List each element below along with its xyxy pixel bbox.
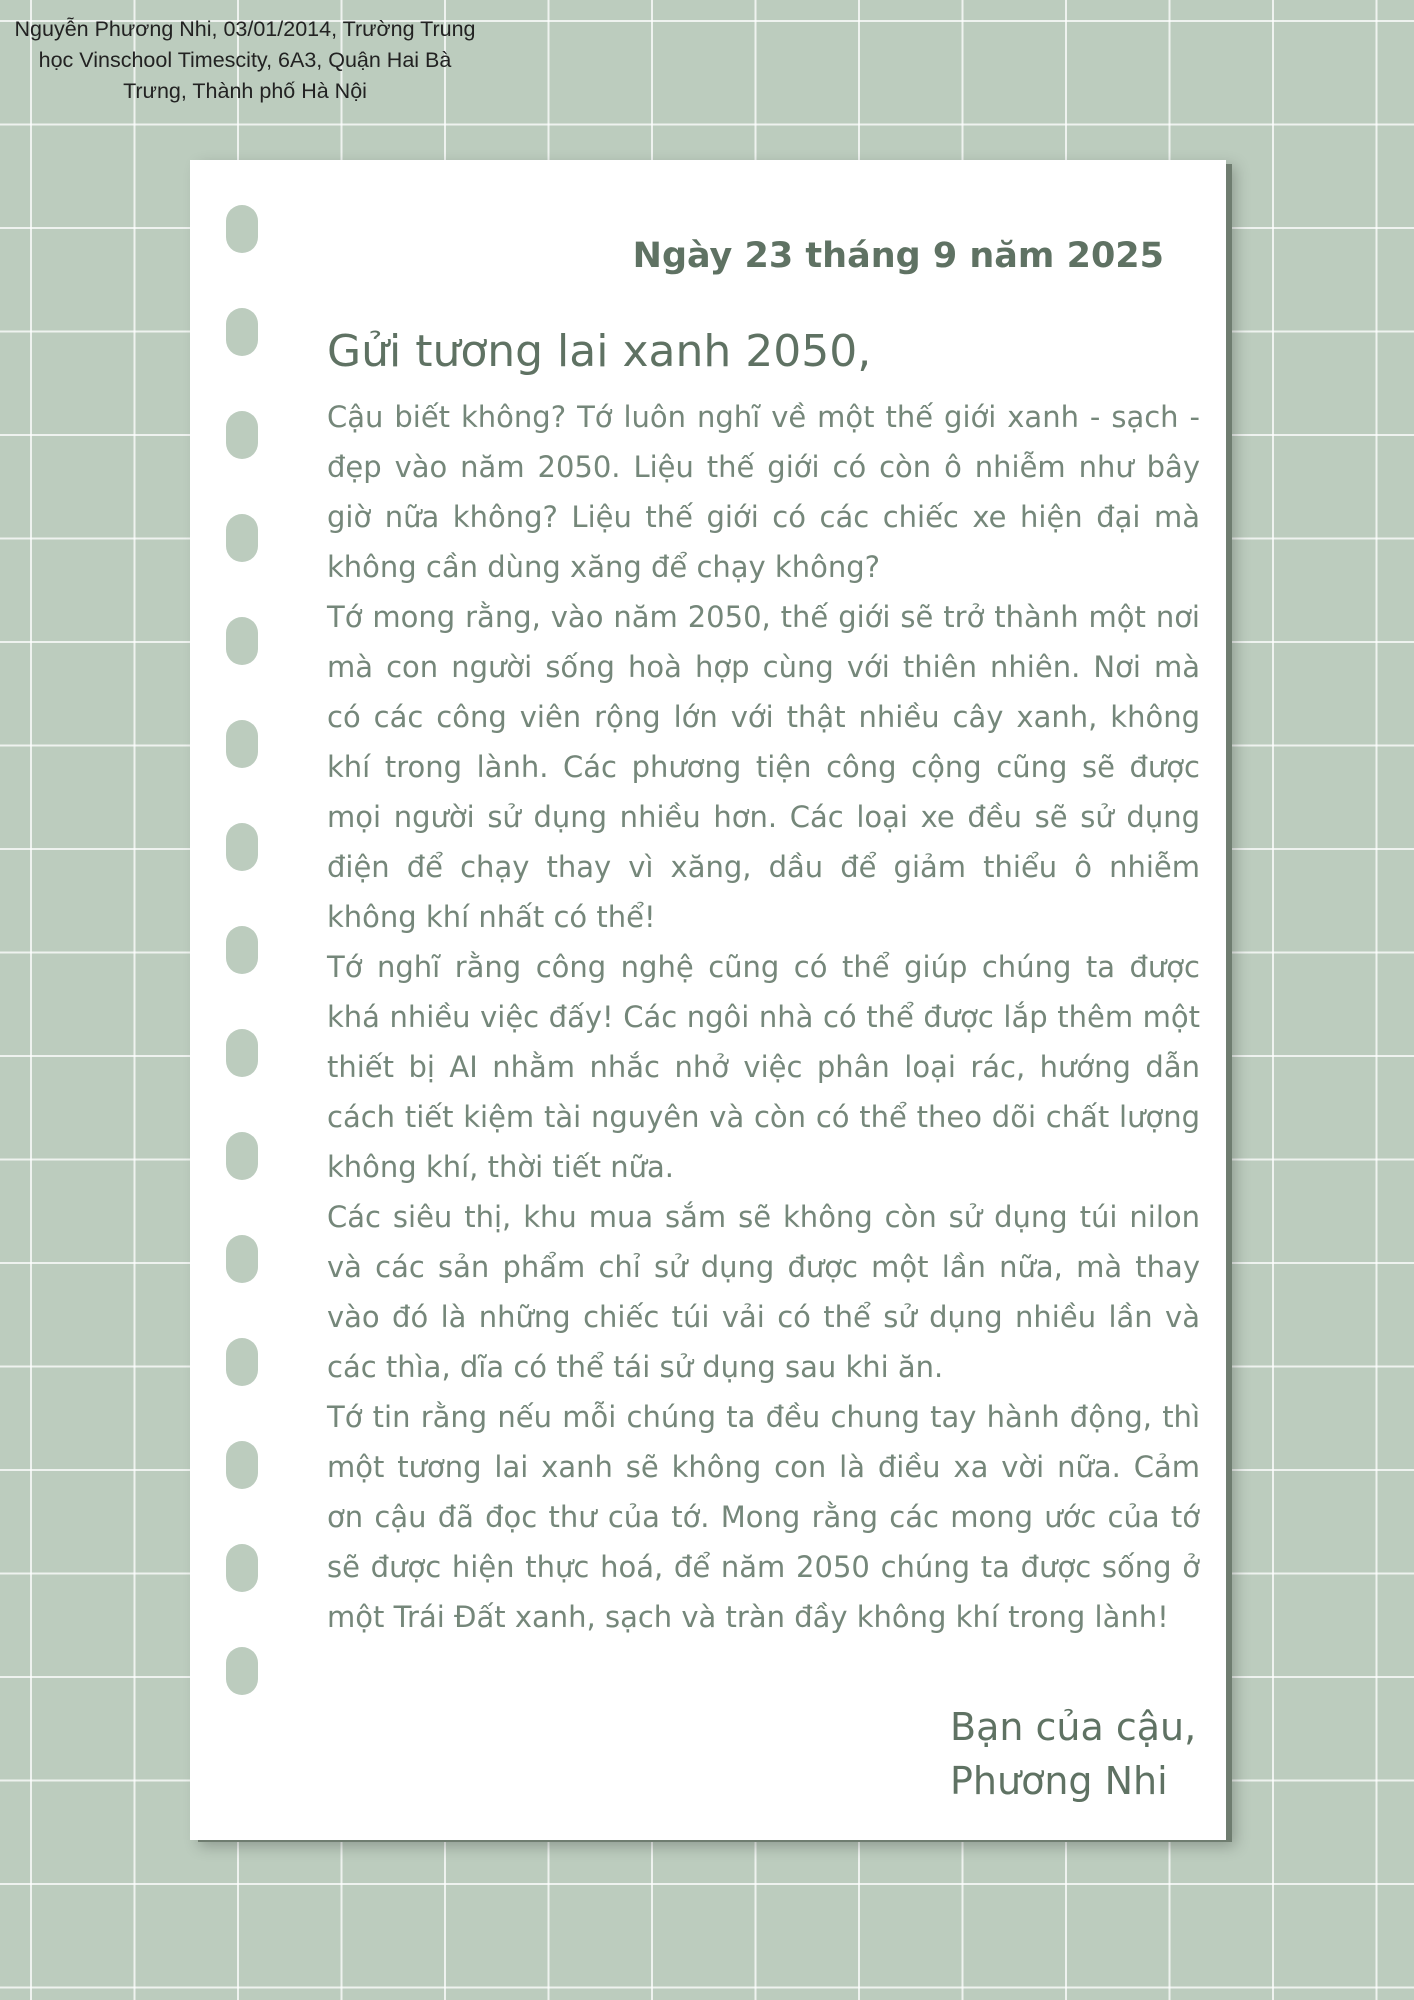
letter-paragraph: Tớ mong rằng, vào năm 2050, thế giới sẽ trở thành một nơi mà con người sống hoà hợp cùng với thiên nhiên. Nơi mà có các công viên rộng lớn với thật nhiều cây xanh, không khí trong lành. Các phương tiện công cộng cũng sẽ được mọi người sử dụng nhiều hơn. Các loại xe đều sẽ sử dụng điện để chạy thay vì xăng, dầu để giảm thiểu ô nhiễm không khí nhất có thể! [327,600,1200,934]
binder-hole [226,1132,258,1180]
letter-signoff [950,1700,1196,1808]
letter-greeting: Gửi tương lai xanh 2050, [327,326,872,377]
binder-hole [226,308,258,356]
binder-hole [226,720,258,768]
binder-hole [226,823,258,871]
binder-hole [226,1338,258,1386]
letter-paper [190,160,1226,1840]
binder-hole [226,1441,258,1489]
binder-holes [226,205,258,1805]
letter-closing: Bạn của cậu, [950,1705,1197,1749]
binder-hole [226,514,258,562]
binder-hole [226,1235,258,1283]
letter-body [327,392,1200,1642]
binder-hole [226,1029,258,1077]
binder-hole [226,617,258,665]
letter-date: Ngày 23 tháng 9 năm 2025 [632,236,1164,276]
letter-paragraph: Các siêu thị, khu mua sắm sẽ không còn sử dụng túi nilon và các sản phẩm chỉ sử dụng được một lần nữa, mà thay vào đó là những chiếc túi vải có thể sử dụng nhiều lần và các thìa, dĩa có thể tái sử dụng sau khi ăn. [327,1200,1200,1384]
binder-hole [226,1647,258,1695]
binder-hole [226,205,258,253]
letter-paragraph: Tớ nghĩ rằng công nghệ cũng có thể giúp chúng ta được khá nhiều việc đấy! Các ngôi nhà có thể được lắp thêm một thiết bị AI nhằm nhắc nhở việc phân loại rác, hướng dẫn cách tiết kiệm tài nguyên và còn có thể theo dõi chất lượng không khí, thời tiết nữa. [327,950,1200,1184]
binder-hole [226,411,258,459]
binder-hole [226,926,258,974]
binder-hole [226,1544,258,1592]
letter-paragraph: Cậu biết không? Tớ luôn nghĩ về một thế giới xanh - sạch - đẹp vào năm 2050. Liệu thế giới có còn ô nhiễm như bây giờ nữa không? Liệu thế giới có các chiếc xe hiện đại mà không cần dùng xăng để chạy không? [327,400,1200,584]
letter-signature: Phương Nhi [950,1759,1168,1803]
letter-paragraph: Tớ tin rằng nếu mỗi chúng ta đều chung tay hành động, thì một tương lai xanh sẽ không con là điều xa vời nữa. Cảm ơn cậu đã đọc thư của tớ. Mong rằng các mong ước của tớ sẽ được hiện thực hoá, để năm 2050 chúng ta được sống ở một Trái Đất xanh, sạch và tràn đầy không khí trong lành! [327,1400,1200,1634]
author-info: Nguyễn Phương Nhi, 03/01/2014, Trường Trung học Vinschool Timescity, 6A3, Quận Hai Bà Trưng, Thành phố Hà Nội [14,17,476,103]
